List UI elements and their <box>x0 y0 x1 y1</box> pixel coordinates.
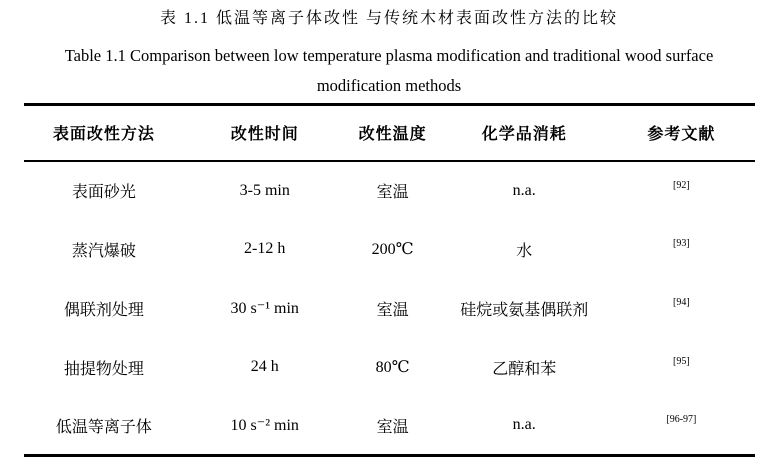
cell-time: 3-5 min <box>239 181 290 199</box>
cell-chemicals: 水 <box>516 242 533 260</box>
cell-chemicals: 乙醇和苯 <box>492 360 557 378</box>
cell-reference <box>608 397 754 456</box>
cell-time: 10 s⁻² min <box>230 417 299 435</box>
reference-superscript: [92] <box>673 179 690 191</box>
cell-method: 偶联剂处理 <box>63 301 144 319</box>
cell-chemicals: n.a. <box>512 181 536 199</box>
reference-superscript: [94] <box>673 297 690 308</box>
cell-chemicals: 硅烷或氨基偶联剂 <box>460 301 589 319</box>
table-row <box>24 220 755 279</box>
reference-superscript: [96-97] <box>666 414 697 426</box>
reference-superscript: [95] <box>673 356 690 367</box>
cell-reference <box>608 338 754 397</box>
cell-method: 表面砂光 <box>71 184 136 201</box>
table-caption-en-line2: modification methods <box>316 76 462 95</box>
cell-temperature: 200℃ <box>371 241 414 258</box>
cell-reference <box>608 279 754 338</box>
table-row <box>24 397 755 456</box>
reference-superscript: [93] <box>673 238 690 249</box>
cell-temperature: 室温 <box>376 301 409 319</box>
cell-reference <box>608 161 754 220</box>
table-header-row <box>24 105 755 161</box>
table-row <box>24 161 755 220</box>
cell-time: 24 h <box>250 358 279 375</box>
cell-method: 低温等离子体 <box>55 418 152 436</box>
header-cell-temperature: 改性温度 <box>358 126 427 144</box>
cell-chemicals: n.a. <box>512 416 536 434</box>
cell-time: 30 s⁻¹ min <box>230 300 299 317</box>
header-cell-chemicals: 化学品消耗 <box>481 126 567 144</box>
table-caption-en-line1: Table 1.1 Comparison between low temperature plasma modification and traditional wood surface <box>64 46 714 65</box>
table-row <box>24 338 755 397</box>
cell-method: 抽提物处理 <box>63 360 144 378</box>
cell-time: 2-12 h <box>244 240 286 257</box>
cell-reference <box>608 220 754 279</box>
table-row <box>24 279 755 338</box>
cell-method: 蒸汽爆破 <box>71 242 136 260</box>
cell-temperature: 室温 <box>376 184 409 201</box>
table-caption-en <box>0 41 778 101</box>
table-container <box>24 103 755 457</box>
comparison-table <box>24 103 755 457</box>
header-cell-method: 表面改性方法 <box>52 126 155 144</box>
cell-temperature: 室温 <box>376 418 409 436</box>
header-cell-time: 改性时间 <box>230 126 299 144</box>
cell-temperature: 80℃ <box>375 359 410 376</box>
header-cell-reference: 参考文献 <box>647 126 716 144</box>
table-caption-zh: 表 1.1 低温等离子体改性 与传统木材表面改性方法的比较 <box>159 10 618 27</box>
